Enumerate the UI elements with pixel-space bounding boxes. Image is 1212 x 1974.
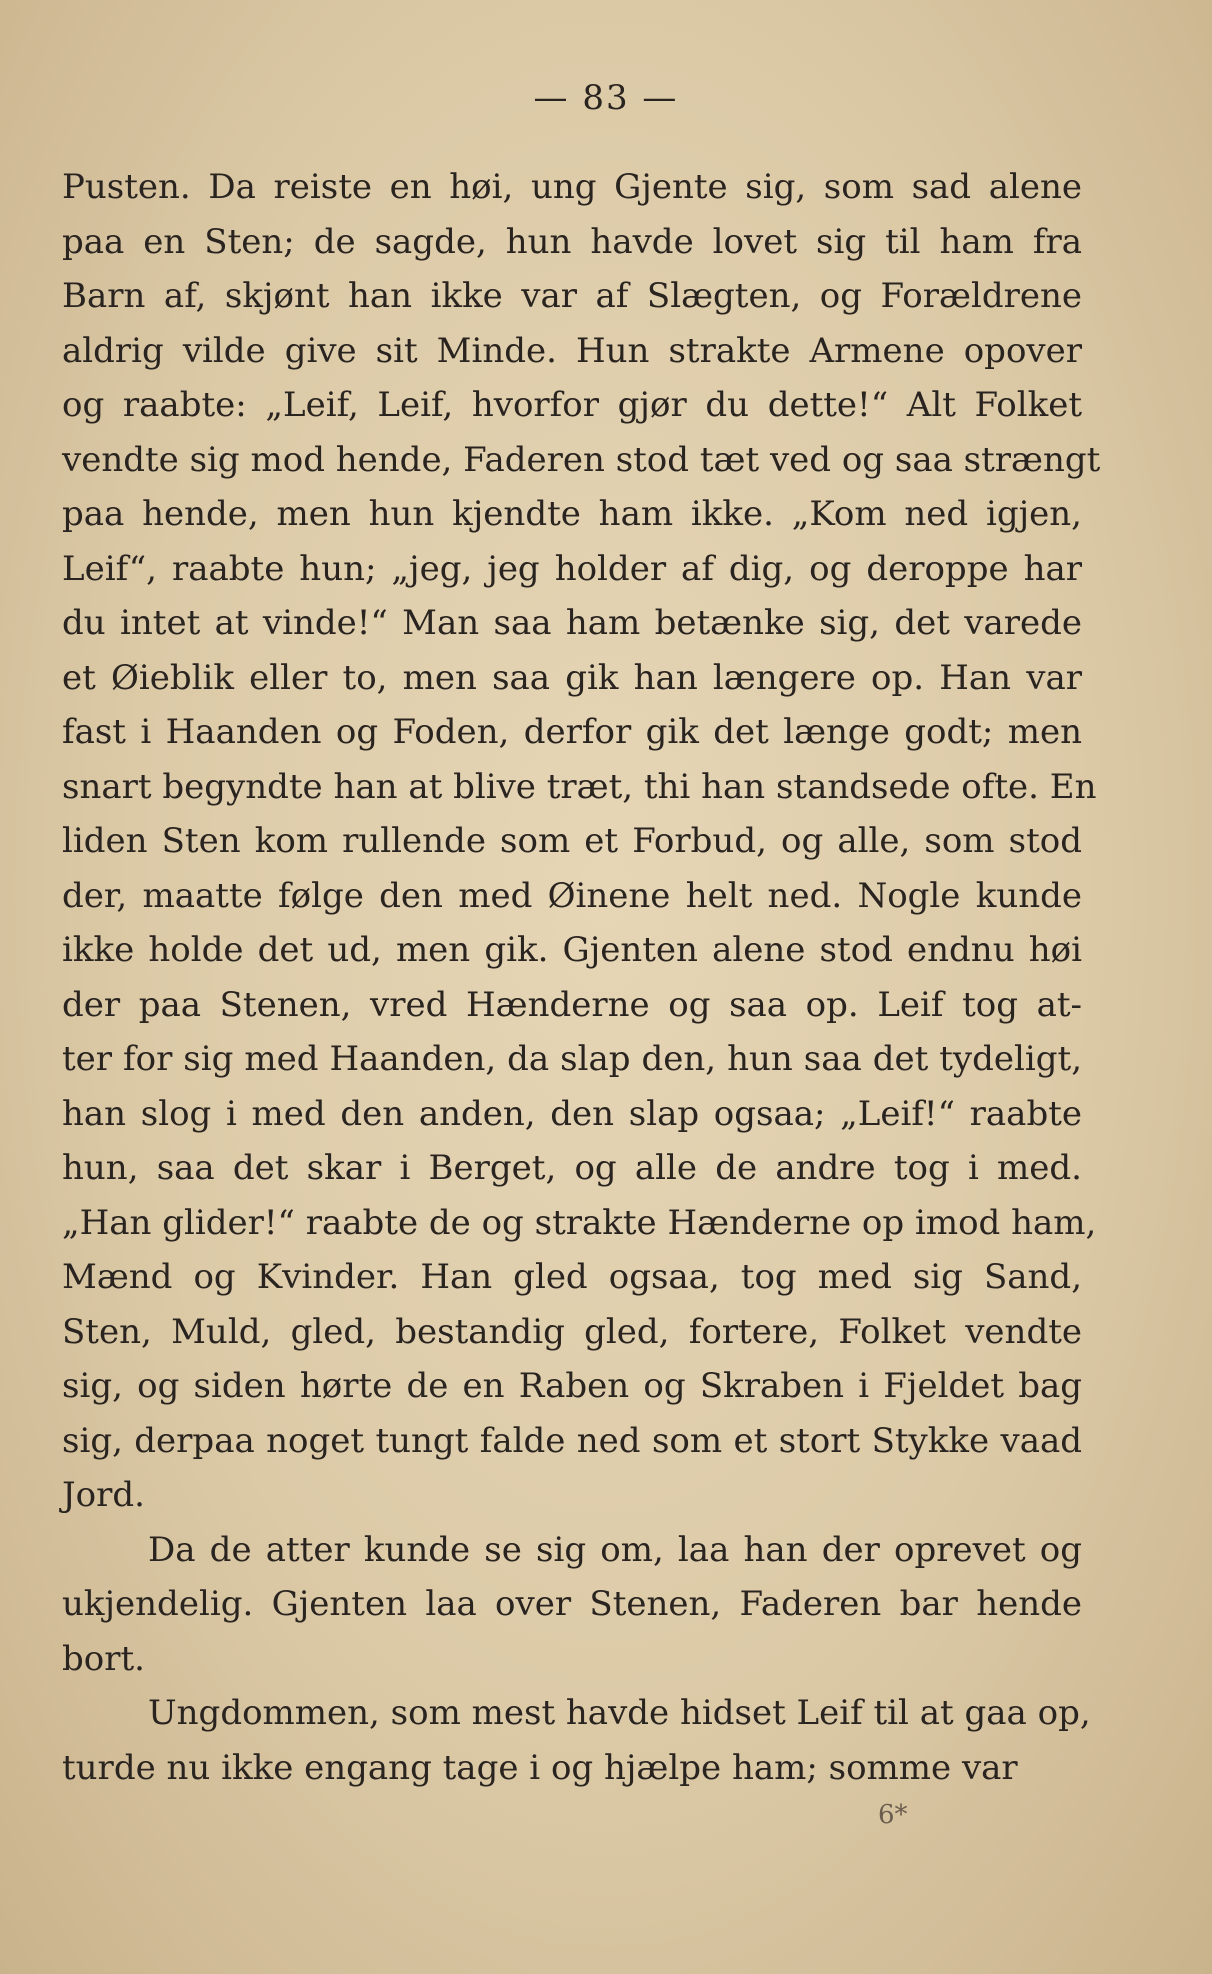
text-line: Da de atter kunde se sig om, laa han der oprevet og [148,1529,1082,1570]
text-line: „Han glider!“ raabte de og strakte Hænderne op imod ham, [62,1202,1097,1243]
text-line: et Øieblik eller to, men saa gik han længere op. Han var [62,657,1082,698]
text-line: paa en Sten; de sagde, hun havde lovet sig til ham fra [62,221,1082,262]
text-line: der paa Stenen, vred Hænderne og saa op. Leif tog at- [62,984,1082,1025]
printer-signature-mark: 6* [878,1800,908,1830]
text-line: aldrig vilde give sit Minde. Hun strakte Armene opover [62,330,1082,371]
text-line: vendte sig mod hende, Faderen stod tæt ved og saa strængt [62,439,1101,480]
text-line: liden Sten kom rullende som et Forbud, og alle, som stod [62,821,1082,861]
text-line: ikke holde det ud, men gik. Gjenten alene stod endnu høi [62,930,1082,970]
text-line: fast i Haanden og Foden, derfor gik det længe godt; men [62,712,1082,752]
text-line: bort. [62,1638,145,1679]
paragraph [62,160,1101,1523]
paragraph [62,1686,1091,1795]
text-line: Mænd og Kvinder. Han gled ogsaa, tog med sig Sand, [62,1257,1082,1297]
text-line: Leif“, raabte hun; „jeg, jeg holder af dig, og deroppe har [62,548,1082,589]
text-line: du intet at vinde!“ Man saa ham betænke sig, det varede [62,603,1082,643]
text-line: Barn af, skjønt han ikke var af Slægten, og Forældrene [62,276,1082,316]
text-line: Sten, Muld, gled, bestandig gled, fortere, Folket vendte [62,1311,1082,1352]
text-line: ter for sig med Haanden, da slap den, hun saa det tydeligt, [62,1039,1082,1079]
text-line: ukjendelig. Gjenten laa over Stenen, Faderen bar hende [62,1584,1082,1624]
text-line: der, maatte følge den med Øinene helt ned. Nogle kunde [62,875,1082,916]
text-line: Jord. [62,1475,145,1515]
text-line: Pusten. Da reiste en høi, ung Gjente sig, som sad alene [62,167,1082,207]
body-text [62,160,1101,1795]
text-line: paa hende, men hun kjendte ham ikke. „Kom ned igjen, [62,494,1082,534]
text-line: sig, derpaa noget tungt falde ned som et stort Stykke vaad [62,1420,1082,1461]
text-line: han slog i med den anden, den slap ogsaa; „Leif!“ raabte [62,1093,1082,1134]
text-line: og raabte: „Leif, Leif, hvorfor gjør du dette!“ Alt Folket [62,385,1082,425]
text-line: Ungdommen, som mest havde hidset Leif til at gaa op, [148,1693,1091,1733]
text-line: snart begyndte han at blive træt, thi han standsede ofte. En [62,766,1097,807]
page-number: — 83 — [533,78,679,118]
text-line: sig, og siden hørte de en Raben og Skraben i Fjeldet bag [62,1366,1082,1406]
text-line: turde nu ikke engang tage i og hjælpe ham; somme var [62,1747,1018,1788]
paragraph [62,1523,1082,1687]
text-line: hun, saa det skar i Berget, og alle de andre tog i med. [62,1148,1082,1188]
